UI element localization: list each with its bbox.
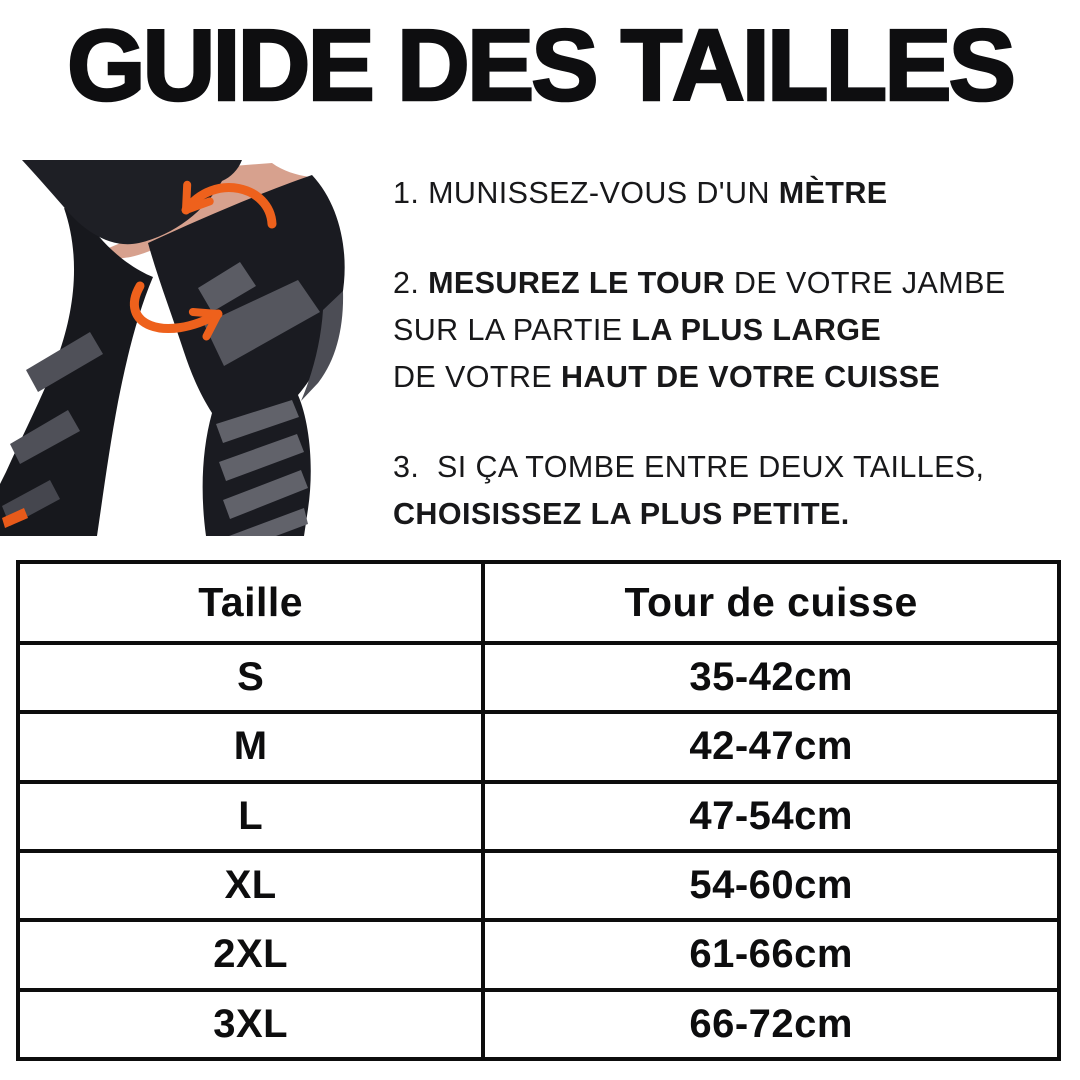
instructions xyxy=(393,170,1065,581)
instruction-step-3 xyxy=(393,444,1065,538)
size-cell: XL xyxy=(18,851,483,920)
size-cell: 3XL xyxy=(18,990,483,1059)
table-row xyxy=(18,782,1059,851)
table-row xyxy=(18,920,1059,989)
range-cell: 66-72cm xyxy=(483,990,1059,1059)
instruction-line xyxy=(393,260,1065,307)
instruction-step-1 xyxy=(393,170,1065,217)
table-row xyxy=(18,990,1059,1059)
range-cell: 42-47cm xyxy=(483,712,1059,781)
text-segment-bold: MÈTRE xyxy=(778,176,888,210)
range-cell: 47-54cm xyxy=(483,782,1059,851)
back-leg-sleeve xyxy=(0,208,153,536)
text-segment: 1. MUNISSEZ-VOUS D'UN xyxy=(393,176,779,210)
size-cell: M xyxy=(18,712,483,781)
instruction-line xyxy=(393,170,1065,217)
text-segment: SUR LA PARTIE xyxy=(393,313,632,347)
table-row xyxy=(18,712,1059,781)
text-segment-bold: HAUT DE VOTRE CUISSE xyxy=(560,360,941,394)
size-cell: 2XL xyxy=(18,920,483,989)
size-table xyxy=(16,560,1061,1061)
product-photo xyxy=(0,160,390,536)
instruction-line xyxy=(393,354,1065,401)
instruction-line xyxy=(393,491,1065,538)
range-cell: 54-60cm xyxy=(483,851,1059,920)
size-cell: L xyxy=(18,782,483,851)
instruction-line xyxy=(393,307,1065,354)
range-cell: 61-66cm xyxy=(483,920,1059,989)
table-row xyxy=(18,851,1059,920)
text-segment: DE VOTRE JAMBE xyxy=(725,266,1006,300)
column-header-thigh-circumference: Tour de cuisse xyxy=(483,562,1059,643)
leg-illustration xyxy=(0,160,390,536)
text-segment: 2. xyxy=(393,266,429,300)
instruction-line xyxy=(393,444,1065,491)
text-segment-bold: CHOISISSEZ LA PLUS PETITE. xyxy=(393,497,850,531)
size-cell: S xyxy=(18,643,483,712)
page-title: GUIDE DES TAILLES xyxy=(67,10,1013,122)
table-row xyxy=(18,643,1059,712)
range-cell: 35-42cm xyxy=(483,643,1059,712)
column-header-size: Taille xyxy=(18,562,483,643)
text-segment: DE VOTRE xyxy=(393,360,561,394)
text-segment: 3. SI ÇA TOMBE ENTRE DEUX TAILLES, xyxy=(393,450,985,484)
instruction-step-2 xyxy=(393,260,1065,401)
text-segment-bold: MESUREZ LE TOUR xyxy=(428,266,726,300)
table-header-row xyxy=(18,562,1059,643)
text-segment-bold: LA PLUS LARGE xyxy=(631,313,882,347)
